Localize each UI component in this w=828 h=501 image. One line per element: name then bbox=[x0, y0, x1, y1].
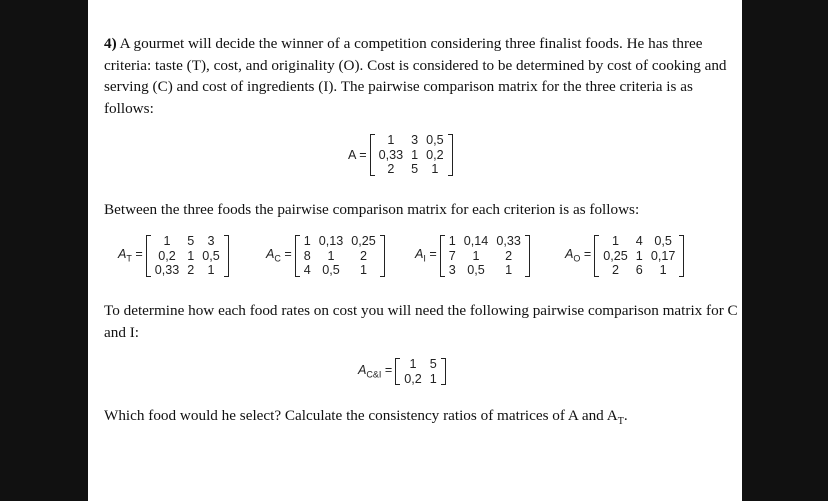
matrix-cell: 0,5 bbox=[467, 263, 485, 277]
matrix-AC-label: $A_C$ = bbox=[266, 247, 292, 264]
question-text: Which food would he select? Calculate the consistency ratios of matrices of A and $A_T$. bbox=[104, 407, 628, 428]
matrix-cell: 0,5 bbox=[426, 133, 444, 147]
matrix-cell: 5 bbox=[429, 357, 437, 371]
matrix-row bbox=[375, 162, 448, 177]
matrix-AI-label: $A_I$ = bbox=[415, 247, 437, 264]
matrix-AI bbox=[415, 234, 530, 278]
right-dark-margin bbox=[742, 0, 828, 501]
matrix-cell: 2 bbox=[360, 248, 368, 263]
matrix-cell: 0,13 bbox=[318, 234, 344, 248]
matrix-A-label: A = bbox=[348, 147, 367, 162]
matrix-row bbox=[300, 234, 380, 249]
matrix-cell: 5 bbox=[411, 162, 419, 176]
matrix-AC bbox=[266, 234, 385, 278]
matrix-cell: 1 bbox=[411, 147, 419, 162]
matrix-A bbox=[348, 133, 453, 177]
matrix-cell: 0,33 bbox=[154, 263, 180, 277]
matrix-row bbox=[599, 249, 679, 264]
matrix-cell: 1 bbox=[448, 234, 456, 248]
matrix-cell: 0,33 bbox=[496, 234, 521, 248]
matrix-row bbox=[151, 249, 224, 264]
problem-intro bbox=[104, 33, 740, 119]
matrix-cell: 1 bbox=[612, 234, 620, 248]
matrix-cell: 1 bbox=[327, 248, 335, 263]
matrix-cell: 3 bbox=[411, 133, 419, 147]
matrix-row bbox=[599, 234, 679, 249]
matrix-row bbox=[300, 249, 380, 264]
matrix-A-table bbox=[375, 133, 448, 177]
between-foods-text: Between the three foods the pairwise comparison matrix for each criterion is as follows: bbox=[104, 201, 640, 218]
matrix-AO-brackets bbox=[594, 234, 684, 278]
matrix-row bbox=[151, 263, 224, 278]
matrix-cell: 1 bbox=[187, 248, 195, 263]
matrix-row bbox=[445, 263, 525, 278]
matrix-cell: 1 bbox=[409, 357, 417, 371]
matrix-cell: 2 bbox=[612, 263, 620, 277]
matrix-cell: 1 bbox=[659, 263, 667, 277]
matrix-row bbox=[151, 234, 224, 249]
matrix-row bbox=[445, 234, 525, 249]
matrix-ACI-table bbox=[400, 357, 441, 386]
problem-intro-text: A gourmet will decide the winner of a competition considering three finalist foods. He has three criteria: taste (T), cost, and originality (O). Cost is considered to be determined by cost of cooking and serving (C) and cost of ingredients (I). The pairwise comparison matrix for the three criteria is as follows: bbox=[104, 35, 727, 117]
matrix-AT bbox=[118, 234, 229, 278]
matrix-AO-table bbox=[599, 234, 679, 278]
matrix-cell: 1 bbox=[635, 248, 643, 263]
matrix-AI-brackets bbox=[440, 234, 530, 278]
matrix-A-brackets bbox=[370, 133, 453, 177]
matrix-cell: 0,25 bbox=[603, 248, 628, 263]
matrix-cell: 1 bbox=[472, 248, 480, 263]
matrix-cell: 6 bbox=[635, 263, 643, 277]
matrix-row bbox=[400, 357, 441, 372]
matrix-AO bbox=[565, 234, 684, 278]
matrix-row bbox=[300, 263, 380, 278]
matrix-cell: 1 bbox=[429, 371, 437, 386]
matrix-cell: 4 bbox=[635, 234, 643, 248]
matrix-cell: 1 bbox=[360, 263, 368, 277]
matrix-row bbox=[599, 263, 679, 278]
matrix-cell: 0,33 bbox=[378, 147, 404, 162]
matrix-row bbox=[445, 249, 525, 264]
matrix-AT-table bbox=[151, 234, 224, 278]
matrix-cell: 0,2 bbox=[158, 248, 176, 263]
problem-number: 4) bbox=[104, 35, 117, 52]
matrix-cell: 2 bbox=[387, 162, 395, 176]
matrix-ACI-brackets bbox=[395, 357, 446, 386]
matrix-row bbox=[375, 148, 448, 163]
matrix-cell: 3 bbox=[207, 234, 215, 248]
matrix-AC-table bbox=[300, 234, 380, 278]
matrix-cell: 7 bbox=[448, 248, 456, 263]
cost-text: To determine how each food rates on cost you will need the following pairwise comparison matrix for C and I: bbox=[104, 302, 738, 341]
matrix-cell: 1 bbox=[207, 263, 215, 277]
matrix-cell: 5 bbox=[187, 234, 195, 248]
matrix-cell: 1 bbox=[387, 133, 395, 147]
matrix-AC-brackets bbox=[295, 234, 385, 278]
matrix-row bbox=[400, 372, 441, 387]
matrix-AT-brackets bbox=[146, 234, 229, 278]
document-page bbox=[88, 0, 742, 501]
matrix-cell: 0,2 bbox=[426, 147, 444, 162]
matrix-AI-table bbox=[445, 234, 525, 278]
matrix-ACI bbox=[358, 357, 446, 386]
matrix-cell: 0,5 bbox=[322, 263, 340, 277]
matrix-cell: 0,5 bbox=[202, 248, 220, 263]
matrix-cell: 1 bbox=[163, 234, 171, 248]
matrix-row bbox=[375, 133, 448, 148]
matrix-cell: 3 bbox=[448, 263, 456, 277]
matrix-cell: 0,14 bbox=[463, 234, 489, 248]
matrix-cell: 0,17 bbox=[650, 248, 676, 263]
matrix-cell: 0,25 bbox=[351, 234, 376, 248]
matrix-ACI-label: $A_{C\&I}$ = bbox=[358, 363, 393, 380]
matrix-cell: 2 bbox=[187, 263, 195, 277]
matrix-cell: 4 bbox=[303, 263, 311, 277]
matrix-cell: 0,2 bbox=[404, 371, 422, 386]
matrix-cell: 1 bbox=[505, 263, 513, 277]
matrix-AT-label: $A_T$ = bbox=[118, 247, 143, 264]
left-dark-margin bbox=[0, 0, 88, 501]
matrix-cell: 8 bbox=[303, 248, 311, 263]
matrix-cell: 2 bbox=[505, 248, 513, 263]
matrix-cell: 1 bbox=[303, 234, 311, 248]
matrix-AO-label: $A_O$ = bbox=[565, 247, 592, 264]
matrix-cell: 1 bbox=[431, 162, 439, 176]
matrix-cell: 0,5 bbox=[654, 234, 672, 248]
